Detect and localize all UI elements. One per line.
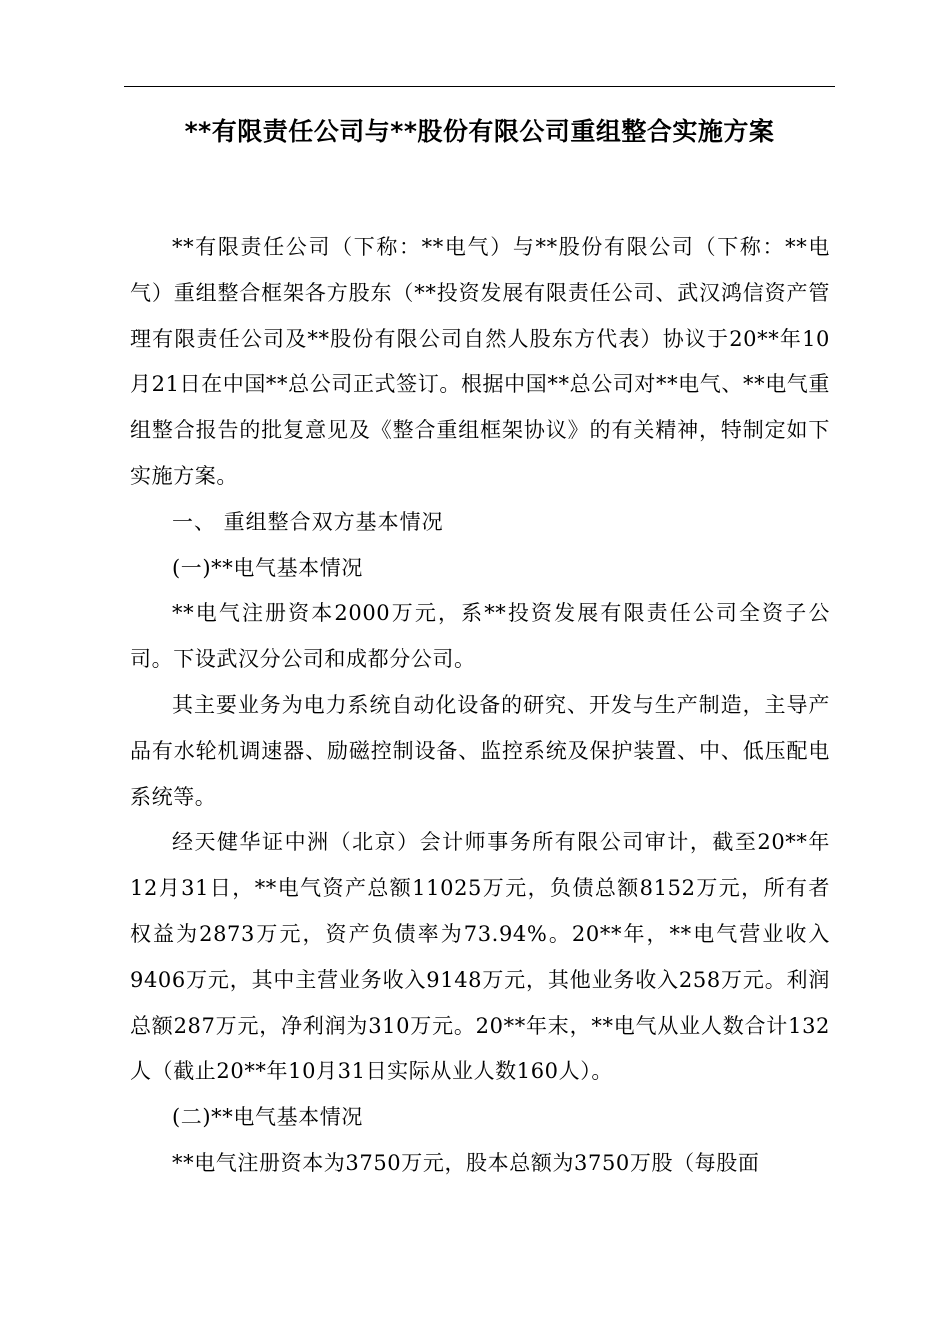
header-rule <box>124 86 835 87</box>
intro-paragraph: **有限责任公司（下称：**电气）与**股份有限公司（下称：**电气）重组整合框架各方股东（**投资发展有限责任公司、武汉鸿信资产管理有限责任公司及**股份有限公司自然人股东方代表）协议于20**年10月21日在中国**总公司正式签订。根据中国**总公司对**电气、**电气重组整合报告的批复意见及《整合重组框架协议》的有关精神，特制定如下实施方案。 <box>130 235 830 488</box>
document-title: **有限责任公司与**股份有限公司重组整合实施方案 <box>184 117 775 146</box>
document-body <box>130 225 830 1187</box>
body-paragraph: **电气注册资本为3750万元，股本总额为3750万股（每股面 <box>172 1150 760 1175</box>
section-heading-1: 一、 重组整合双方基本情况 <box>172 509 444 534</box>
body-paragraph: **电气注册资本2000万元，系**投资发展有限责任公司全资子公司。下设武汉分公司和成都分公司。 <box>130 601 830 672</box>
body-paragraph: 经天健华证中洲（北京）会计师事务所有限公司审计，截至20**年12月31日，**电气资产总额11025万元，负债总额8152万元，所有者权益为2873万元，资产负债率为73.94%。20**年，**电气营业收入9406万元，其中主营业务收入9148万元，其他业务收入258万元。利润总额287万元，净利润为310万元。20**年末，**电气从业人数合计132人（截止20**年10月31日实际从业人数160人）。 <box>130 830 830 1084</box>
body-paragraph: 其主要业务为电力系统自动化设备的研究、开发与生产制造，主导产品有水轮机调速器、励磁控制设备、监控系统及保护装置、中、低压配电系统等。 <box>130 692 830 809</box>
subsection-heading-1: (一)**电气基本情况 <box>172 555 363 580</box>
subsection-heading-2: (二)**电气基本情况 <box>172 1105 363 1130</box>
